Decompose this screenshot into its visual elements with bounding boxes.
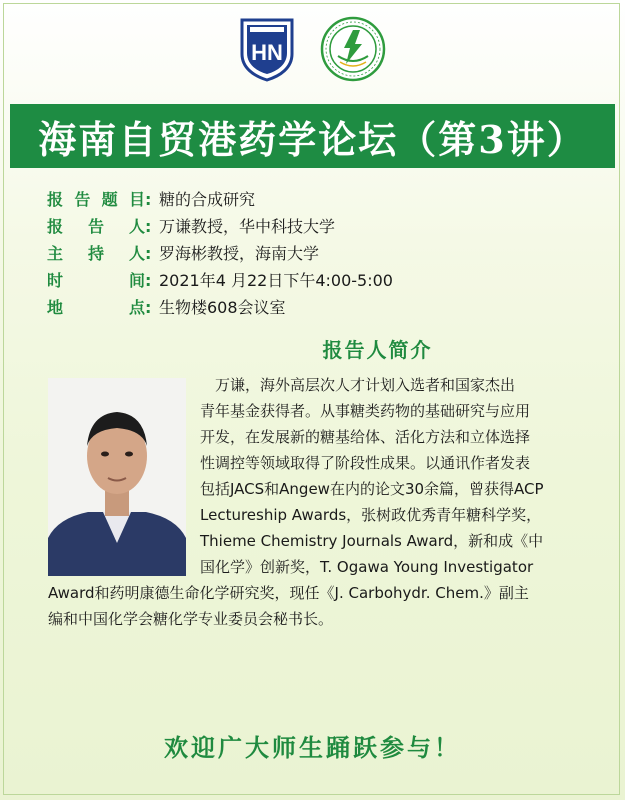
bio-line: 青年基金获得者。从事糖类药物的基础研究与应用 (200, 402, 531, 420)
bio-text-continued (48, 580, 588, 632)
info-row-host (47, 240, 607, 267)
info-row-location (47, 294, 607, 321)
pharmacy-seal-logo (320, 16, 386, 82)
bio-line: Lectureship Awards，张树政优秀青年糖科学奖， (200, 506, 542, 524)
hn-logo-text: HN (251, 40, 283, 65)
page-title: 海南自贸港药学论坛（第3讲） (38, 116, 587, 162)
welcome-footer: 欢迎广大师生踊跃参与！ (164, 734, 461, 762)
bio-line: Award和药明康德生命化学研究奖，现任《J. Carbohydr. Chem.》副主 (48, 584, 529, 602)
speaker-photo (48, 378, 186, 576)
info-row-topic (47, 186, 607, 213)
bio-line: 编和中国化学会糖化学专业委员会秘书长。 (48, 610, 334, 628)
bio-line: 性调控等领域取得了阶段性成果。以通讯作者发表 (200, 454, 531, 472)
title-banner (10, 104, 615, 168)
bio-line: Thieme Chemistry Journals Award，新和成《中 (200, 532, 544, 550)
bio-line: 国化学》创新奖，T. Ogawa Young Investigator (200, 558, 534, 576)
info-value: 糖的合成研究 (159, 190, 256, 209)
info-label: 报告人 (47, 217, 145, 236)
bio-line: 开发，在发展新的糖基给体、活化方法和立体选择 (200, 428, 531, 446)
info-label: 地点 (47, 298, 145, 317)
info-label: 报告题目 (47, 190, 145, 209)
info-value: 万谦教授，华中科技大学 (159, 217, 336, 236)
event-info (47, 186, 607, 321)
info-row-speaker (47, 213, 607, 240)
info-colon: : (145, 271, 152, 290)
bio-line: 包括JACS和Angew在内的论文30余篇，曾获得ACP (200, 480, 544, 498)
speaker-portrait-icon (48, 378, 186, 576)
info-colon: : (145, 244, 152, 263)
info-value: 罗海彬教授，海南大学 (159, 244, 320, 263)
info-label: 时间 (47, 271, 145, 290)
bio-heading: 报告人简介 (322, 338, 433, 362)
hn-university-logo (238, 16, 296, 82)
bio-text (200, 372, 590, 580)
info-colon: : (145, 298, 152, 317)
info-value: 2021年4 月22日下午4:00-5:00 (159, 271, 393, 290)
bio-line: 万谦，海外高层次人才计划入选者和国家杰出 (200, 376, 516, 394)
info-colon: : (145, 190, 152, 209)
info-row-time (47, 267, 607, 294)
info-label: 主持人 (47, 244, 145, 263)
info-colon: : (145, 217, 152, 236)
logo-bar (0, 16, 625, 86)
info-value: 生物楼608会议室 (159, 298, 286, 317)
